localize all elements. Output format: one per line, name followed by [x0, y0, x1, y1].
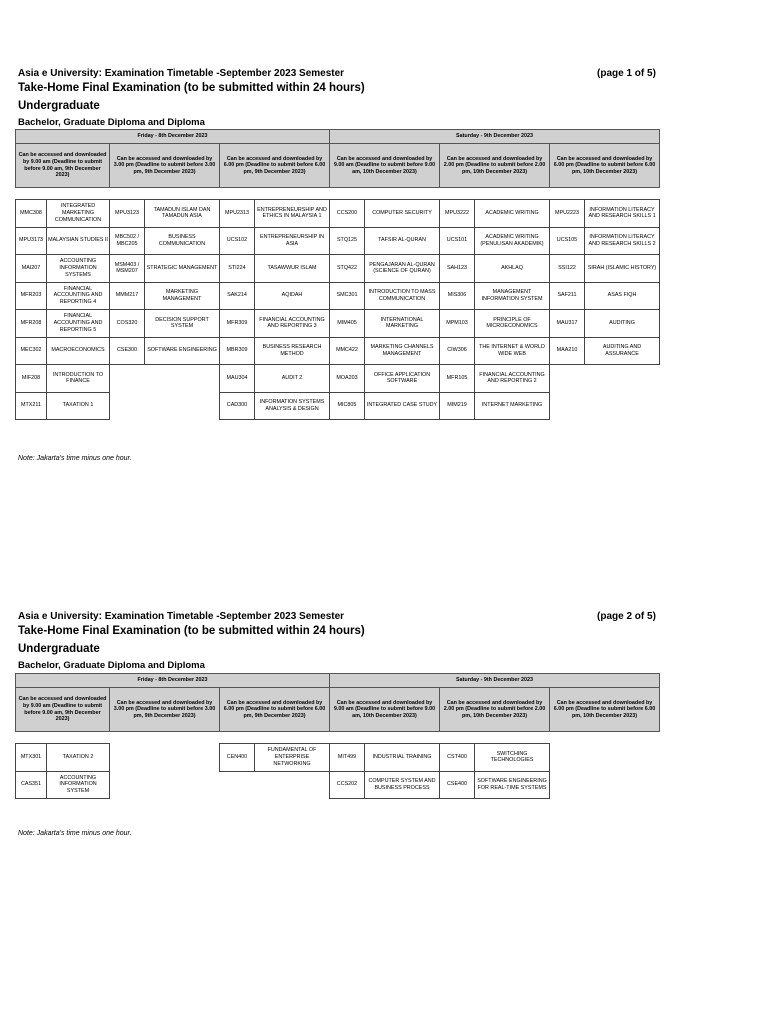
course-code-cell: SAF211 — [550, 282, 585, 310]
course-name-cell: TAXATION 1 — [47, 392, 110, 420]
course-name-cell: AUDITING — [585, 310, 660, 338]
course-name-cell: MANAGEMENT INFORMATION SYSTEM — [475, 282, 550, 310]
course-code-cell: MFR309 — [220, 310, 255, 338]
course-name-cell: AQIDAH — [255, 282, 330, 310]
course-code-cell: MMC422 — [330, 337, 365, 365]
course-name-cell: TASAWWUR ISLAM — [255, 255, 330, 283]
timetable-body — [16, 200, 660, 420]
course-name-cell: BUSINESS RESEARCH METHOD — [255, 337, 330, 365]
exam-type-heading: Take-Home Final Examination (to be submitted within 24 hours) — [18, 82, 365, 94]
course-name-cell: FINANCIAL ACCOUNTING AND REPORTING 5 — [47, 310, 110, 338]
course-name-cell: INTEGRATED CASE STUDY — [365, 392, 440, 420]
timetable-body — [16, 744, 660, 799]
course-name-cell: INDUSTRIAL TRAINING — [365, 744, 440, 772]
course-name-cell: ENTREPRENEURSHIP AND ETHICS IN MALAYSIA 1 — [255, 200, 330, 228]
course-code-cell — [110, 392, 145, 420]
course-name-cell: COMPUTER SYSTEM AND BUSINESS PROCESS — [365, 771, 440, 799]
course-name-cell: PRINCIPLE OF MICROECONOMICS — [475, 310, 550, 338]
course-name-cell: INFORMATION LITERACY AND RESEARCH SKILLS 2 — [585, 227, 660, 255]
course-name-cell — [145, 771, 220, 799]
day-header-saturday: Saturday - 9th December 2023 — [330, 130, 660, 144]
course-code-cell: MPU3123 — [110, 200, 145, 228]
slot-header: Can be accessed and downloaded by 6.00 pm (Deadline to submit before 6.00 pm, 10th December 2023) — [550, 688, 660, 732]
day-header-friday: Friday - 8th December 2023 — [16, 130, 330, 144]
course-name-cell: MARKETING MANAGEMENT — [145, 282, 220, 310]
table-row — [16, 282, 660, 310]
level-heading: Undergraduate — [18, 100, 100, 112]
course-code-cell: CSE400 — [440, 771, 475, 799]
course-name-cell: STRATEGIC MANAGEMENT — [145, 255, 220, 283]
course-name-cell: SIRAH (ISLAMIC HISTORY) — [585, 255, 660, 283]
course-name-cell — [145, 744, 220, 772]
course-code-cell: MOA203 — [330, 365, 365, 393]
course-code-cell: MIT499 — [330, 744, 365, 772]
course-code-cell: MTX301 — [16, 744, 47, 772]
course-name-cell — [255, 771, 330, 799]
slot-header: Can be accessed and downloaded by 2.00 pm (Deadline to submit before 2.00 pm, 10th December 2023) — [440, 688, 550, 732]
program-subheading: Bachelor, Graduate Diploma and Diploma — [18, 117, 205, 128]
course-code-cell: COS320 — [110, 310, 145, 338]
slot-header: Can be accessed and downloaded by 9.00 am (Deadline to submit before 9.00 am, 10th December 2023) — [330, 144, 440, 188]
course-code-cell: SSI122 — [550, 255, 585, 283]
course-name-cell — [585, 365, 660, 393]
course-name-cell: SOFTWARE ENGINEERING FOR REAL-TIME SYSTEMS — [475, 771, 550, 799]
timezone-note: Note: Jakarta's time minus one hour. — [18, 455, 132, 462]
course-code-cell — [550, 392, 585, 420]
course-name-cell: ACADEMIC WRITING (PENULISAN AKADEMIK) — [475, 227, 550, 255]
table-row — [16, 744, 660, 772]
slot-header: Can be accessed and downloaded by 2.00 pm (Deadline to submit before 2.00 pm, 10th December 2023) — [440, 144, 550, 188]
course-code-cell: MEC302 — [16, 337, 47, 365]
course-code-cell: SAH123 — [440, 255, 475, 283]
document-title: Asia e University: Examination Timetable -September 2023 Semester — [18, 68, 345, 79]
course-name-cell: INTRODUCTION TO MASS COMMUNICATION — [365, 282, 440, 310]
course-name-cell — [585, 771, 660, 799]
course-name-cell: DECISION SUPPORT SYSTEM — [145, 310, 220, 338]
slot-header: Can be accessed and downloaded by 3.00 pm (Deadline to submit before 3.00 pm, 9th December 2023) — [110, 144, 220, 188]
course-code-cell: MPU2313 — [220, 200, 255, 228]
course-name-cell — [585, 392, 660, 420]
course-code-cell: MIM219 — [440, 392, 475, 420]
course-name-cell — [585, 744, 660, 772]
course-code-cell: UCS102 — [220, 227, 255, 255]
day-header-saturday: Saturday - 9th December 2023 — [330, 674, 660, 688]
course-code-cell: SAK214 — [220, 282, 255, 310]
course-code-cell: SMC301 — [330, 282, 365, 310]
course-code-cell: MPU3222 — [440, 200, 475, 228]
course-name-cell: TAXATION 2 — [47, 744, 110, 772]
course-code-cell: CCS200 — [330, 200, 365, 228]
table-row — [16, 337, 660, 365]
course-name-cell — [145, 392, 220, 420]
course-code-cell: MPM103 — [440, 310, 475, 338]
course-name-cell: OFFICE APPLICATION SOFTWARE — [365, 365, 440, 393]
course-code-cell: MSM403 / MSM207 — [110, 255, 145, 283]
course-code-cell: MFR208 — [16, 310, 47, 338]
course-code-cell: MMC308 — [16, 200, 47, 228]
slot-header: Can be accessed and downloaded by 9.00 am (Deadline to submit before 9.00 am, 9th December 2023) — [16, 144, 110, 188]
slot-header: Can be accessed and downloaded by 6.00 pm (Deadline to submit before 6.00 pm, 10th December 2023) — [550, 144, 660, 188]
course-code-cell: CAD300 — [220, 392, 255, 420]
page-number: (page 2 of 5) — [597, 611, 656, 622]
program-subheading: Bachelor, Graduate Diploma and Diploma — [18, 660, 205, 671]
course-code-cell: UCS101 — [440, 227, 475, 255]
course-code-cell — [220, 771, 255, 799]
slot-header: Can be accessed and downloaded by 6.00 pm (Deadline to submit before 6.00 pm, 9th December 2023) — [220, 144, 330, 188]
course-code-cell: CAS351 — [16, 771, 47, 799]
course-name-cell: ACADEMIC WRITING — [475, 200, 550, 228]
course-code-cell: MAA210 — [550, 337, 585, 365]
course-name-cell: AKHLAQ — [475, 255, 550, 283]
course-name-cell: INFORMATION LITERACY AND RESEARCH SKILLS 1 — [585, 200, 660, 228]
course-code-cell: MTX211 — [16, 392, 47, 420]
course-name-cell: FINANCIAL ACCOUNTING AND REPORTING 3 — [255, 310, 330, 338]
table-row — [16, 771, 660, 799]
course-name-cell: COMPUTER SECURITY — [365, 200, 440, 228]
spacer — [16, 732, 660, 744]
timetable — [15, 673, 660, 799]
course-name-cell: MALAYSIAN STUDIES II — [47, 227, 110, 255]
slot-header: Can be accessed and downloaded by 6.00 pm (Deadline to submit before 6.00 pm, 9th December 2023) — [220, 688, 330, 732]
course-name-cell: TAMADUN ISLAM DAN TAMADUN ASIA — [145, 200, 220, 228]
slot-header: Can be accessed and downloaded by 9.00 am (Deadline to submit before 9.00 am, 10th December 2023) — [330, 688, 440, 732]
course-name-cell: TAFSIR AL-QURAN — [365, 227, 440, 255]
course-code-cell — [550, 365, 585, 393]
course-name-cell: AUDIT 2 — [255, 365, 330, 393]
course-code-cell: UCS105 — [550, 227, 585, 255]
course-name-cell: FINANCIAL ACCOUNTING AND REPORTING 4 — [47, 282, 110, 310]
table-row — [16, 365, 660, 393]
course-code-cell: MBR309 — [220, 337, 255, 365]
course-code-cell: CCS202 — [330, 771, 365, 799]
course-name-cell: ASAS FIQH — [585, 282, 660, 310]
table-row — [16, 200, 660, 228]
slot-header: Can be accessed and downloaded by 9.00 am (Deadline to submit before 9.00 am, 9th December 2023) — [16, 688, 110, 732]
table-row — [16, 255, 660, 283]
course-name-cell: SWITCHING TECHNOLOGIES — [475, 744, 550, 772]
course-code-cell — [110, 744, 145, 772]
course-code-cell: MAI207 — [16, 255, 47, 283]
timezone-note: Note: Jakarta's time minus one hour. — [18, 830, 132, 837]
course-name-cell: AUDITING AND ASSURANCE — [585, 337, 660, 365]
course-name-cell: INFORMATION SYSTEMS ANALYSIS & DESIGN — [255, 392, 330, 420]
course-name-cell: INTRODUCTION TO FINANCE — [47, 365, 110, 393]
course-name-cell: THE INTERNET & WORLD WIDE WEB — [475, 337, 550, 365]
exam-type-heading: Take-Home Final Examination (to be submitted within 24 hours) — [18, 625, 365, 637]
level-heading: Undergraduate — [18, 643, 100, 655]
course-code-cell: MIS306 — [440, 282, 475, 310]
slot-header: Can be accessed and downloaded by 3.00 pm (Deadline to submit before 3.00 pm, 9th December 2023) — [110, 688, 220, 732]
course-code-cell: CST400 — [440, 744, 475, 772]
course-code-cell: CSE300 — [110, 337, 145, 365]
course-name-cell: MACROECONOMICS — [47, 337, 110, 365]
course-code-cell: MPU3173 — [16, 227, 47, 255]
timetable — [15, 129, 660, 420]
day-header-friday: Friday - 8th December 2023 — [16, 674, 330, 688]
course-code-cell — [110, 771, 145, 799]
course-code-cell: MFR203 — [16, 282, 47, 310]
course-name-cell: ENTREPRENEURSHIP IN ASIA — [255, 227, 330, 255]
course-name-cell: INTERNATIONAL MARKETING — [365, 310, 440, 338]
course-code-cell: MIM405 — [330, 310, 365, 338]
course-code-cell: STQ422 — [330, 255, 365, 283]
course-code-cell: STQ125 — [330, 227, 365, 255]
course-code-cell: CIW306 — [440, 337, 475, 365]
course-name-cell: PENGAJARAN AL-QURAN (SCIENCE OF QURAN) — [365, 255, 440, 283]
course-code-cell: CEN400 — [220, 744, 255, 772]
course-name-cell: ACCOUNTING INFORMATION SYSTEMS — [47, 255, 110, 283]
course-code-cell: MMM217 — [110, 282, 145, 310]
table-row — [16, 310, 660, 338]
document-title: Asia e University: Examination Timetable -September 2023 Semester — [18, 611, 345, 622]
spacer — [16, 188, 660, 200]
course-name-cell: ACCOUNTING INFORMATION SYSTEM — [47, 771, 110, 799]
course-code-cell: MPU2223 — [550, 200, 585, 228]
course-code-cell: MFR105 — [440, 365, 475, 393]
course-name-cell — [145, 365, 220, 393]
course-code-cell — [110, 365, 145, 393]
table-row — [16, 392, 660, 420]
table-row — [16, 227, 660, 255]
course-name-cell: BUSINESS COMMUNICATION — [145, 227, 220, 255]
course-code-cell: MAU304 — [220, 365, 255, 393]
course-name-cell: FUNDAMENTAL OF ENTERPRISE NETWORKING — [255, 744, 330, 772]
course-code-cell: MAU317 — [550, 310, 585, 338]
course-name-cell: FINANCIAL ACCOUNTING AND REPORTING 2 — [475, 365, 550, 393]
course-name-cell: MARKETING CHANNELS MANAGEMENT — [365, 337, 440, 365]
course-code-cell: MIF208 — [16, 365, 47, 393]
course-name-cell: INTEGRATED MARKETING COMMUNICATION — [47, 200, 110, 228]
page-number: (page 1 of 5) — [597, 68, 656, 79]
course-code-cell: MBC502 / MBC205 — [110, 227, 145, 255]
course-code-cell: STI224 — [220, 255, 255, 283]
course-code-cell — [550, 744, 585, 772]
course-code-cell — [550, 771, 585, 799]
course-name-cell: SOFTWARE ENGINEERING — [145, 337, 220, 365]
course-name-cell: INTERNET MARKETING — [475, 392, 550, 420]
course-code-cell: MIC805 — [330, 392, 365, 420]
